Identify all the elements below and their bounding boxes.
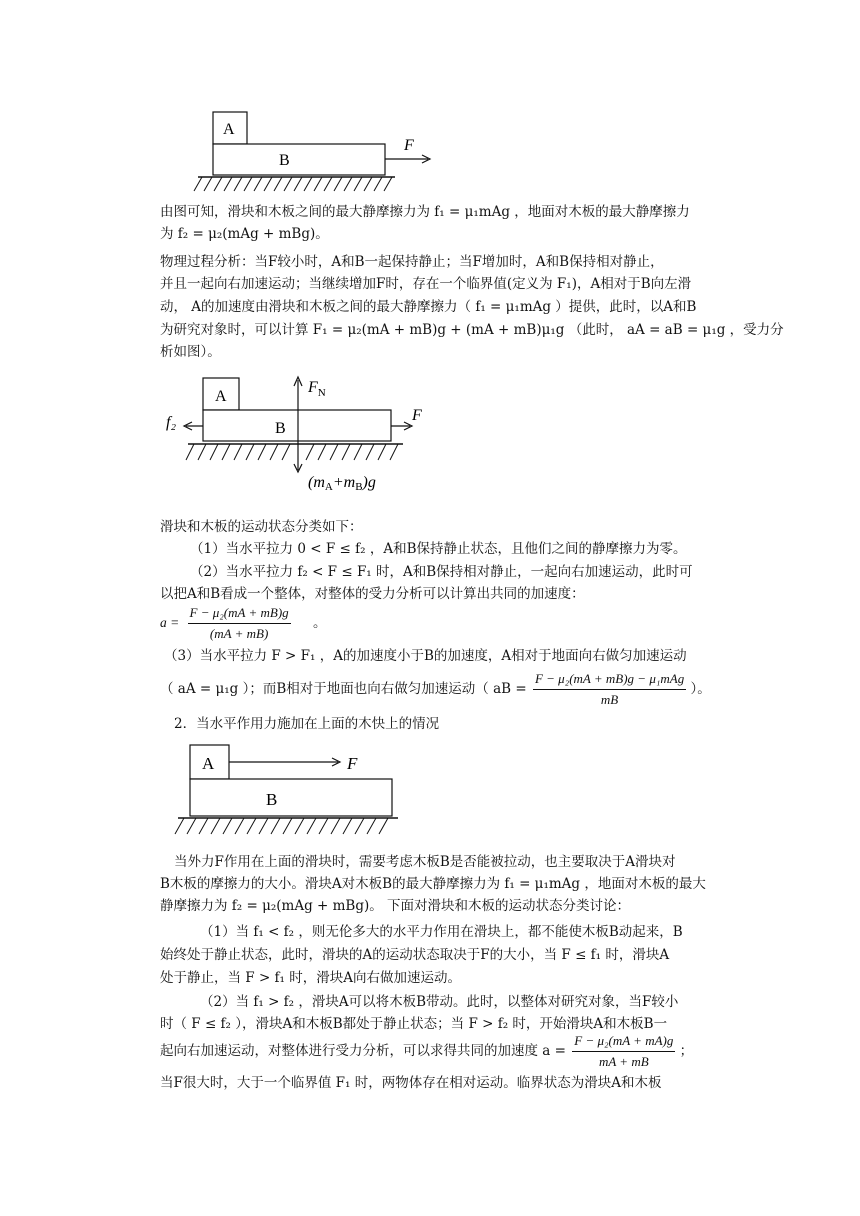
force-right-label: F: [412, 407, 422, 424]
p3-title: 滑块和木板的运动状态分类如下：: [160, 519, 363, 535]
p4-case1-line3: 处于静止，当 F > f₁ 时，滑块A向右做加速运动。: [160, 970, 462, 986]
p2-line3: 动， A的加速度由滑块和木板之间的最大静摩擦力（ f₁ = μ₁mAg ）提供，此时，以A和B: [160, 299, 697, 315]
board-b-label: B: [275, 420, 286, 437]
section-2-title: 2．当水平作用力施加在上面的木快上的情况: [174, 716, 440, 732]
p3-case2-line2: 以把A和B看成一个整体，对整体的受力分析可以计算出共同的加速度：: [160, 586, 585, 602]
p3-case2-line1: （2）当水平拉力 f₂ < F ≤ F₁ 时，A和B保持相对静止，一起向右加速运动，此时可: [190, 564, 693, 580]
block-a-label: A: [202, 754, 215, 773]
figure-force-on-board: [190, 105, 450, 200]
p3-case2-formula: a = $\frac{\text{F − μ₂(mA + mB)g}}{(mA + mB)}$ 。: [160, 605, 327, 641]
block-a-label: A: [223, 121, 235, 138]
board-b: [203, 410, 391, 441]
p4-case2-line4: 当F很大时，大于一个临界值 F₁ 时，两物体存在相对运动。临界状态为滑块A和木板: [160, 1075, 662, 1091]
weight-label: (mA+mB)g: [308, 474, 376, 493]
block-a-label: A: [215, 388, 227, 405]
p4-line1: 当外力F作用在上面的滑块时，需要考虑木板B是否能被拉动，也主要取决于A滑块对: [174, 854, 676, 870]
figure-force-analysis: [160, 372, 430, 497]
p1-line2: 为 f₂ = μ₂(mAg + mBg)。: [160, 226, 329, 242]
p2-line2: 并且一起向右加速运动；当继续增加F时，存在一个临界值(定义为 F₁)，A相对于B向左滑: [160, 276, 692, 292]
board-b-label: B: [266, 790, 278, 809]
board-b-label: B: [279, 152, 290, 169]
normal-force-label: $F_N$: [308, 379, 326, 399]
p2-line1: 物理过程分析：当F较小时，A和B一起保持静止；当F增加时，A和B保持相对静止，: [160, 254, 664, 270]
board-b: [213, 144, 385, 175]
ground-hatch: [194, 177, 392, 191]
force-label: F: [347, 754, 358, 773]
board-b: [190, 779, 392, 816]
p3-case3-line1: （3）当水平拉力 F > F₁ ，A的加速度小于B的加速度，A相对于地面向右做匀加速运动: [164, 648, 687, 664]
p4-line3: 静摩擦力为 f₂ = μ₂(mAg + mBg)。 下面对滑块和木板的运动状态分类讨论：: [160, 898, 631, 914]
figure-force-on-block: [170, 740, 430, 840]
p4-case2-line1: （2）当 f₁ > f₂ ，滑块A可以将木板B带动。此时，以整体对研究对象，当F较小: [200, 994, 679, 1010]
p2-line5: 析如图）。: [160, 344, 221, 360]
friction-label: f₂: [166, 414, 177, 431]
p4-line2: B木板的摩擦力的大小。滑块A对木板B的最大静摩擦力为 f₁ = μ₁mAg ，地面对木板的最大: [160, 876, 706, 892]
p4-case2-line2: 时（ F ≤ f₂ ），滑块A和木板B都处于静止状态；当 F > f₂ 时，开始滑块A和木板B一: [160, 1016, 668, 1032]
force-label: F: [404, 137, 414, 154]
p4-case1-line1: （1）当 f₁ < f₂ ，则无伦多大的水平力作用在滑块上，都不能使木板B动起来，B: [200, 924, 683, 940]
p2-line4: 为研究对象时，可以计算 F₁ = μ₂(mA + mB)g + (mA + mB)μ₁g （此时， aA = aB = μ₁g ，受力分: [160, 322, 784, 338]
p4-case1-line2: 始终处于静止状态，此时，滑块的A的运动状态取决于F的大小，当 F ≤ f₁ 时，滑块A: [160, 947, 670, 963]
p4-case2-line3: 起向右加速运动，对整体进行受力分析，可以求得共同的加速度 a = $\frac{\text{F − μ₂(mA + mA)g}}{mA + mB}$ ；: [160, 1033, 694, 1069]
p3-case3-line2: （ aA = μ₁g ）；而B相对于地面也向右做匀加速运动（ aB = $\frac{\text{F − μ₂(mA + mB)g − μ₁mAg}}{mB}$ ）。: [160, 671, 711, 707]
p3-case1: （1）当水平拉力 0 < F ≤ f₂ ，A和B保持静止状态，且他们之间的静摩擦力为零。: [190, 541, 687, 557]
p1-line1: 由图可知，滑块和木板之间的最大静摩擦力为 f₁ = μ₁mAg ，地面对木板的最大静摩擦力: [160, 204, 690, 220]
ground-hatch: [186, 444, 398, 460]
ground-hatch: [175, 818, 388, 834]
